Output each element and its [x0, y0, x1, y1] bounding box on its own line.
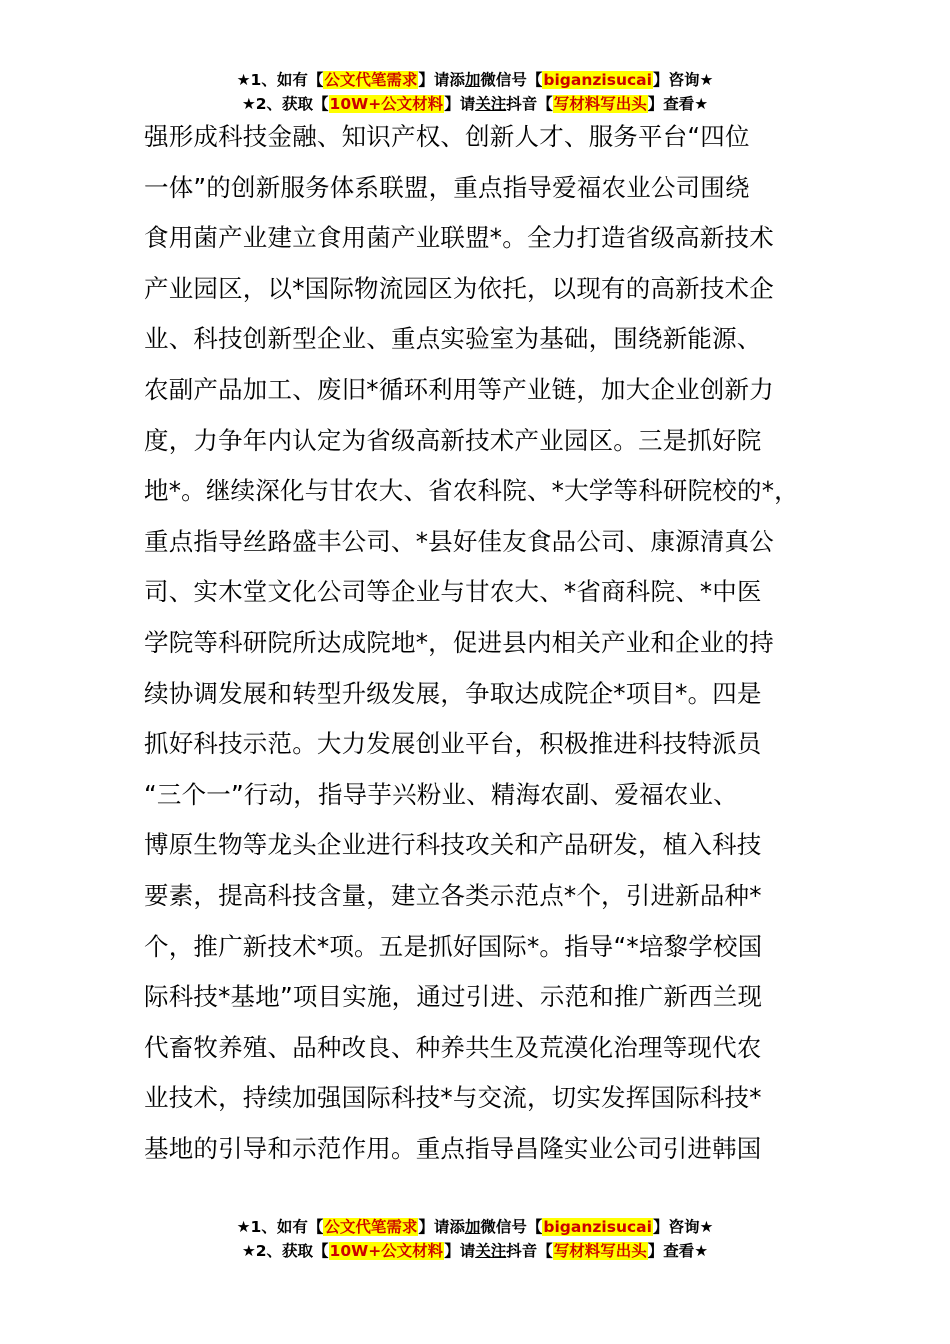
- text-line: 代畜牧养殖、品种改良、种养共生及荒漠化治理等现代农: [144, 1032, 762, 1062]
- banner-text: ★1、如有【: [236, 1218, 324, 1236]
- banner-line-1: [0, 1215, 950, 1239]
- header-banner: [0, 68, 950, 116]
- banner-highlight: 公文代笔需求: [324, 71, 418, 89]
- text-line: 地*。继续深化与甘农大、省农科院、*大学等科研院校的*，: [144, 476, 799, 506]
- text-line: 食用菌产业建立食用菌产业联盟*。全力打造省级高新技术: [144, 223, 774, 253]
- banner-text: 微信号【: [480, 1218, 543, 1236]
- text-line: 基地的引导和示范作用。重点指导昌隆实业公司引进韩国: [144, 1133, 762, 1163]
- footer-banner: [0, 1215, 950, 1263]
- banner-line-2: [0, 1239, 950, 1263]
- banner-highlight: 写材料写出头: [553, 1242, 647, 1260]
- text-line: 强形成科技金融、知识产权、创新人才、服务平台“四位: [144, 122, 750, 151]
- banner-highlight: biganzisucai: [543, 71, 652, 89]
- banner-text: 】请添: [418, 1218, 465, 1236]
- banner-text: 】咨询★: [652, 1218, 714, 1236]
- banner-text: 】请: [444, 95, 476, 113]
- banner-text: ★1、如有【: [236, 71, 324, 89]
- text-line: 度，力争年内认定为省级高新技术产业园区。三是抓好院: [144, 425, 762, 455]
- banner-highlight: biganzisucai: [543, 1218, 652, 1236]
- banner-highlight: 10W+公文材料: [329, 95, 444, 113]
- banner-underline: 关注: [475, 95, 507, 113]
- text-line: 学院等科研院所达成院地*，促进县内相关产业和企业的持: [144, 627, 774, 657]
- text-line: “三个一”行动，指导芋兴粉业、精海农副、爱福农业、: [144, 779, 738, 809]
- banner-underline: 加: [464, 1218, 481, 1236]
- text-line: 续协调发展和转型升级发展，争取达成院企*项目*。四是: [144, 678, 762, 708]
- banner-line-1: [0, 68, 950, 92]
- document-body: [144, 112, 820, 1174]
- text-line: 重点指导丝路盛丰公司、*县好佳友食品公司、康源清真公: [144, 526, 774, 556]
- banner-underline: 加: [464, 71, 481, 89]
- banner-text: 】请: [444, 1242, 476, 1260]
- text-line: 个，推广新技术*项。五是抓好国际*。指导“*培黎学校国: [144, 931, 763, 961]
- banner-text: ★2、获取【: [241, 1242, 329, 1260]
- text-line: 博原生物等龙头企业进行科技攻关和产品研发，植入科技: [144, 830, 762, 860]
- banner-text: 】查看★: [647, 95, 709, 113]
- text-line: 产业园区，以*国际物流园区为依托，以现有的高新技术企: [144, 273, 774, 303]
- text-line: 业、科技创新型企业、重点实验室为基础，围绕新能源、: [144, 324, 762, 354]
- text-line: 一体”的创新服务体系联盟，重点指导爱福农业公司围绕: [144, 172, 750, 202]
- banner-highlight: 10W+公文材料: [329, 1242, 444, 1260]
- text-line: 际科技*基地”项目实施，通过引进、示范和推广新西兰现: [144, 982, 763, 1012]
- text-line: 业技术，持续加强国际科技*与交流，切实发挥国际科技*: [144, 1083, 762, 1113]
- banner-underline: 关注: [475, 1242, 507, 1260]
- text-line: 农副产品加工、废旧*循环利用等产业链，加大企业创新力: [144, 374, 774, 404]
- text-line: 要素，提高科技含量，建立各类示范点*个，引进新品种*: [144, 880, 762, 910]
- banner-text: 抖音【: [506, 95, 553, 113]
- banner-text: 】查看★: [647, 1242, 709, 1260]
- banner-highlight: 公文代笔需求: [324, 1218, 418, 1236]
- banner-text: 微信号【: [480, 71, 543, 89]
- text-line: 抓好科技示范。大力发展创业平台，积极推进科技特派员: [144, 729, 762, 759]
- banner-text: 】咨询★: [652, 71, 714, 89]
- banner-text: 】请添: [418, 71, 465, 89]
- banner-text: 抖音【: [506, 1242, 553, 1260]
- text-line: 司、实木堂文化公司等企业与甘农大、*省商科院、*中医: [144, 577, 762, 607]
- banner-text: ★2、获取【: [241, 95, 329, 113]
- banner-highlight: 写材料写出头: [553, 95, 647, 113]
